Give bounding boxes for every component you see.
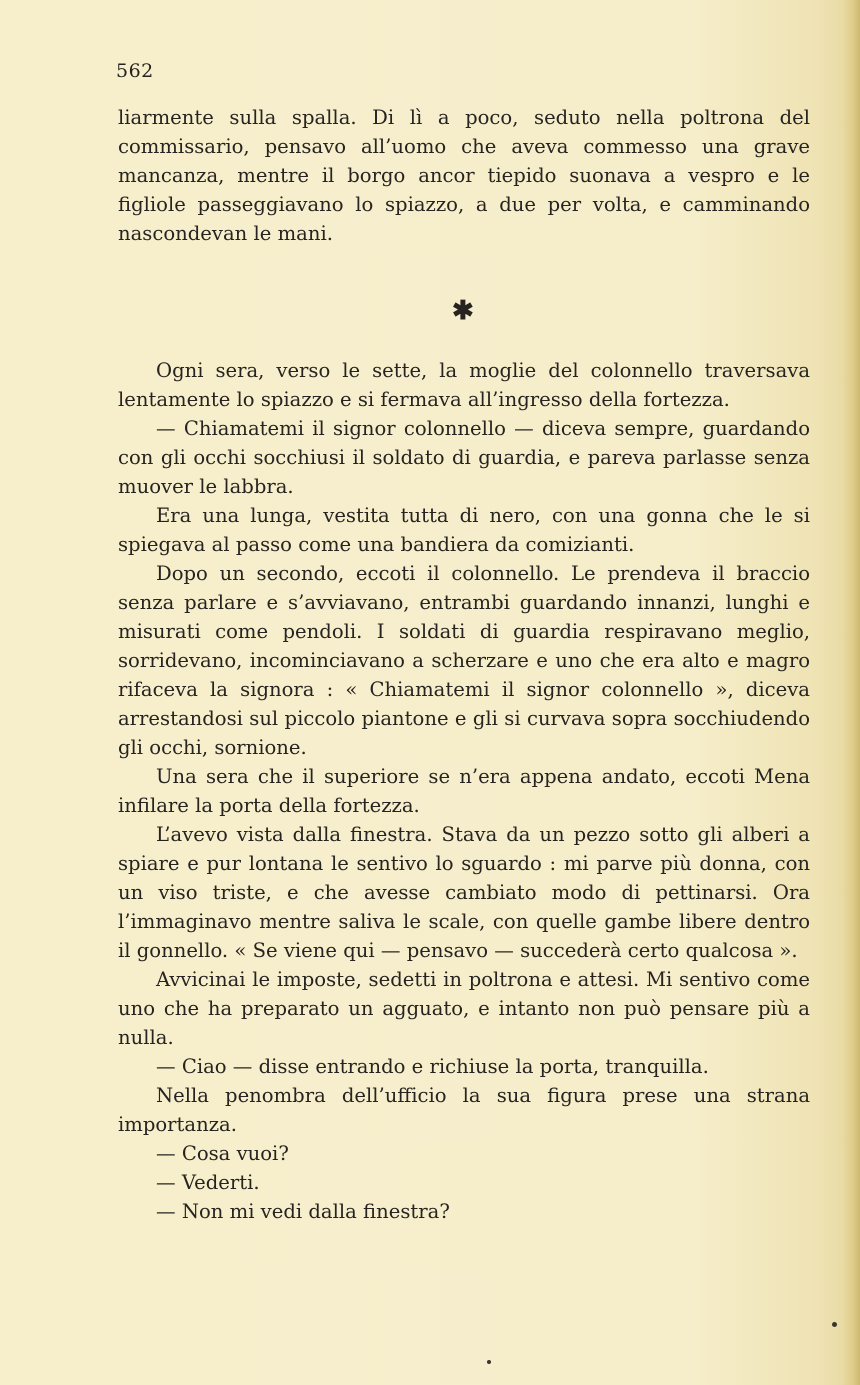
paragraph: L’avevo vista dalla finestra. Stava da un pezzo sotto gli alberi a spiare e pur lontana le sentivo lo sguardo : mi parve più donna, con un viso triste, e che avesse cambiato modo di pettinarsi. Ora l’immaginavo mentre saliva le scale, con quelle gambe libere dentro il gonnello. « Se viene qui — pensavo — succederà certo qualcosa ». bbox=[118, 823, 810, 962]
dialogue-line: — Vederti. bbox=[156, 1171, 260, 1194]
paragraph: Nella penombra dell’ufficio la sua figura prese una strana importanza. bbox=[118, 1084, 810, 1136]
page-edge-shadow bbox=[842, 0, 860, 1385]
paragraph: — Ciao — disse entrando e richiuse la porta, tranquilla. bbox=[156, 1055, 709, 1078]
paragraph: Avvicinai le imposte, sedetti in poltrona e attesi. Mi sentivo come uno che ha preparato un agguato, e intanto non può pensare più a nulla. bbox=[118, 968, 810, 1049]
paragraph: Una sera che il superiore se n’era appena andato, eccoti Mena infilare la porta della fortezza. bbox=[118, 765, 810, 817]
paragraph: Dopo un secondo, eccoti il colonnello. Le prendeva il braccio senza parlare e s’avviavano, entrambi guardando innanzi, lunghi e misurati come pendoli. I soldati di guardia respiravano meglio, sorridevano, incominciavano a scherzare e uno che era alto e magro rifaceva la signora : « Chiamatemi il signor colonnello », diceva arrestandosi sul piccolo piantone e gli si curvava sopra socchiudendo gli occhi, sornione. bbox=[118, 562, 810, 759]
main-text-block bbox=[118, 356, 810, 1226]
dialogue-line: — Cosa vuoi? bbox=[156, 1142, 289, 1165]
print-speck bbox=[832, 1322, 837, 1327]
paragraph: — Chiamatemi il signor colonnello — diceva sempre, guardando con gli occhi socchiusi il soldato di guardia, e pareva parlasse senza muover le labbra. bbox=[118, 417, 810, 498]
section-separator-icon: ✱ bbox=[452, 296, 474, 326]
paragraph: Ogni sera, verso le sette, la moglie del colonnello traversava lentamente lo spiazzo e si fermava all’ingresso della fortezza. bbox=[118, 359, 810, 411]
print-speck bbox=[487, 1360, 491, 1364]
top-text-block bbox=[118, 103, 810, 248]
dialogue-line: — Non mi vedi dalla finestra? bbox=[156, 1200, 450, 1223]
paragraph: Era una lunga, vestita tutta di nero, con una gonna che le si spiegava al passo come una bandiera da comizianti. bbox=[118, 504, 810, 556]
page-number: 562 bbox=[116, 60, 154, 82]
paragraph: liarmente sulla spalla. Di lì a poco, seduto nella poltrona del commissario, pensavo all’uomo che aveva commesso una grave mancanza, mentre il borgo ancor tiepido suonava a vespro e le figliole passeggiavano lo spiazzo, a due per volta, e camminando nascondevan le mani. bbox=[118, 106, 810, 245]
